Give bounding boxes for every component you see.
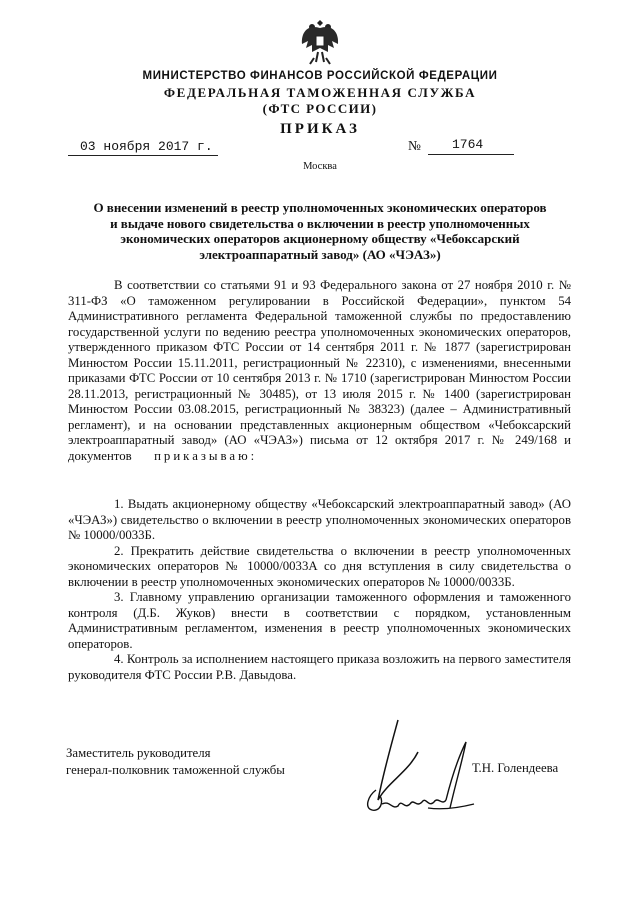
service-short-name: (ФТС РОССИИ) [262,101,378,116]
preamble-paragraph [68,278,571,464]
order-number-label: № [408,138,421,153]
service-name: ФЕДЕРАЛЬНАЯ ТАМОЖЕННАЯ СЛУЖБА [163,85,477,100]
order-word: приказываю: [154,448,258,463]
city: Москва [303,161,337,172]
signatory-position [66,745,285,779]
title-line: экономических операторов акционерному обществу «Чебоксарский [120,231,520,246]
preamble [68,278,571,464]
position-line-2: генерал-полковник таможенной службы [66,763,285,777]
document-type: ПРИКАЗ [280,121,360,137]
preamble-text: В соответствии со статьями 91 и 93 Федерального закона от 27 ноября 2010 г. № 311-ФЗ «О таможенном регулировании в Российской Федерации», пунктом 54 Административного регламента Федеральной таможенной службы по предоставлению государственной услуги по ведению реестра уполномоченных экономических операторов, утвержденного приказом ФТС России от 14 сентября 2011 г. № 1877 (зарегистрирован Минюстом России 15.11.2011, регистрационный № 22310), с изменениями, внесенными приказами ФТС России от 10 сентября 2013 г. № 1710 (зарегистрирован Минюстом России 28.11.2013, регистрационный № 30485), от 13 июля 2015 г. № 1400 (зарегистрирован Минюстом России 03.08.2015, регистрационный № 38323) (далее – Административный регламент), и на основании представленных акционерным обществом «Чебоксарский электроаппаратный завод» (АО «ЧЭАЗ») письма от 12 октября 2017 г. № 249/168 и документов [68,278,571,463]
coat-of-arms-icon [298,14,342,66]
signatory-name: Т.Н. Голендеева [472,761,559,775]
order-date: 03 ноября 2017 г. [80,139,213,154]
number-underline [428,154,514,155]
title-line: и выдаче нового свидетельства о включении в реестр уполномоченных [110,215,530,231]
order-title [0,200,640,262]
order-item-4: 4. Контроль за исполнением настоящего приказа возложить на первого заместителя руководителя ФТС России Р.В. Давыдова. [68,652,571,682]
title-line: О внесении изменений в реестр уполномоченных экономических операторов [93,200,547,215]
order-items [68,497,571,683]
date-underline [68,155,218,156]
title-line: электроаппаратный завод» (АО «ЧЭАЗ») [199,246,441,262]
order-number: 1764 [452,137,484,152]
handwritten-signature [358,712,476,824]
ministry-name: МИНИСТЕРСТВО ФИНАНСОВ РОССИЙСКОЙ ФЕДЕРАЦИИ [142,70,498,82]
order-item-1: 1. Выдать акционерному обществу «Чебоксарский электроаппаратный завод» (АО «ЧЭАЗ») свидетельство о включении в реестр уполномоченных экономических операторов № 10000/0033Б. [68,497,571,542]
position-line-1: Заместитель руководителя [66,746,211,760]
order-item-2: 2. Прекратить действие свидетельства о включении в реестр уполномоченных экономических операторов № 10000/0033А со дня вступления в силу свидетельства о включении в реестр уполномоченных экономических операторов № 10000/0033Б. [68,543,571,589]
order-item-3: 3. Главному управлению организации таможенного оформления и таможенного контроля (Д.Б. Жуков) внести в соответствии с порядком, установленным Административным регламентом, изменения в реестр уполномоченных экономических операторов. [68,590,571,651]
